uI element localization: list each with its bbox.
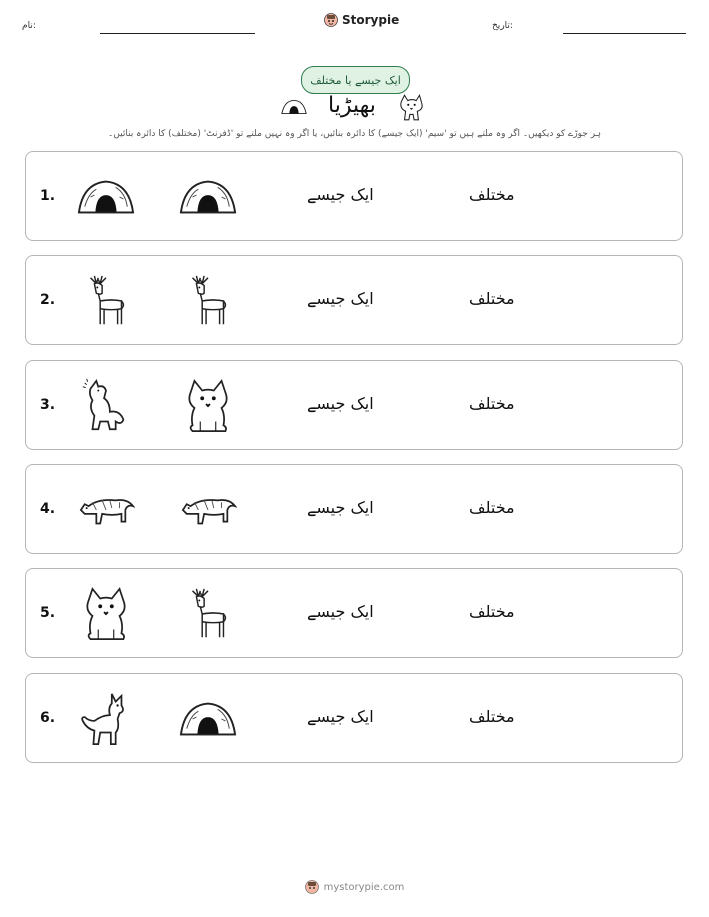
different-option[interactable]: مختلف [469, 289, 515, 308]
question-number: 1. [40, 188, 56, 204]
wolf-pup-icon [179, 377, 237, 435]
same-option[interactable]: ایک جیسے [307, 394, 374, 413]
same-option[interactable]: ایک جیسے [307, 498, 374, 517]
brand-name: Storypie [342, 13, 400, 27]
question-number: 4. [40, 501, 56, 517]
footer-url[interactable]: mystorypie.com [323, 881, 405, 893]
question-row [25, 151, 683, 241]
question-number: 2. [40, 292, 56, 308]
same-option[interactable]: ایک جیسے [307, 289, 374, 308]
same-option[interactable]: ایک جیسے [307, 707, 374, 726]
deer-icon [179, 585, 237, 643]
name-label: نام: [22, 21, 36, 31]
standing-wolf-icon [77, 690, 135, 748]
prowling-wolf-icon [77, 481, 135, 539]
prowling-wolf-icon [179, 481, 237, 539]
different-option[interactable]: مختلف [469, 707, 515, 726]
title-row [280, 91, 430, 123]
storypie-logo-icon [305, 880, 319, 894]
brand [324, 13, 399, 27]
question-row [25, 464, 683, 554]
cave-icon [280, 97, 308, 117]
question-row [25, 568, 683, 658]
cave-icon [77, 168, 135, 226]
date-label: تاریخ: [492, 21, 513, 31]
activity-badge: ایک جیسے یا مختلف [301, 66, 410, 94]
question-number: 6. [40, 710, 56, 726]
worksheet-title: بھیڑیا [328, 93, 376, 118]
question-number: 3. [40, 397, 56, 413]
wolf-pup-icon [396, 91, 428, 123]
different-option[interactable]: مختلف [469, 394, 515, 413]
cave-icon [179, 168, 237, 226]
same-option[interactable]: ایک جیسے [307, 185, 374, 204]
cave-icon [179, 690, 237, 748]
deer-icon [77, 272, 135, 330]
instructions: ہر جوڑے کو دیکھیں۔ اگر وہ ملتے ہیں تو 'سیم' (ایک جیسے) کا دائرہ بنائیں، یا اگر وہ نہیں ملتے تو 'ڈفرنٹ' (مختلف) کا دائرہ بنائیں۔ [108, 129, 601, 139]
deer-icon [179, 272, 237, 330]
question-row [25, 673, 683, 763]
question-row [25, 255, 683, 345]
same-option[interactable]: ایک جیسے [307, 602, 374, 621]
question-number: 5. [40, 605, 56, 621]
name-line[interactable] [100, 33, 255, 34]
storypie-logo-icon [324, 13, 338, 27]
question-row [25, 360, 683, 450]
different-option[interactable]: مختلف [469, 602, 515, 621]
wolf-pup-icon [77, 585, 135, 643]
date-line[interactable] [563, 33, 686, 34]
different-option[interactable]: مختلف [469, 498, 515, 517]
footer [0, 880, 709, 894]
howling-wolf-icon [77, 377, 135, 435]
different-option[interactable]: مختلف [469, 185, 515, 204]
